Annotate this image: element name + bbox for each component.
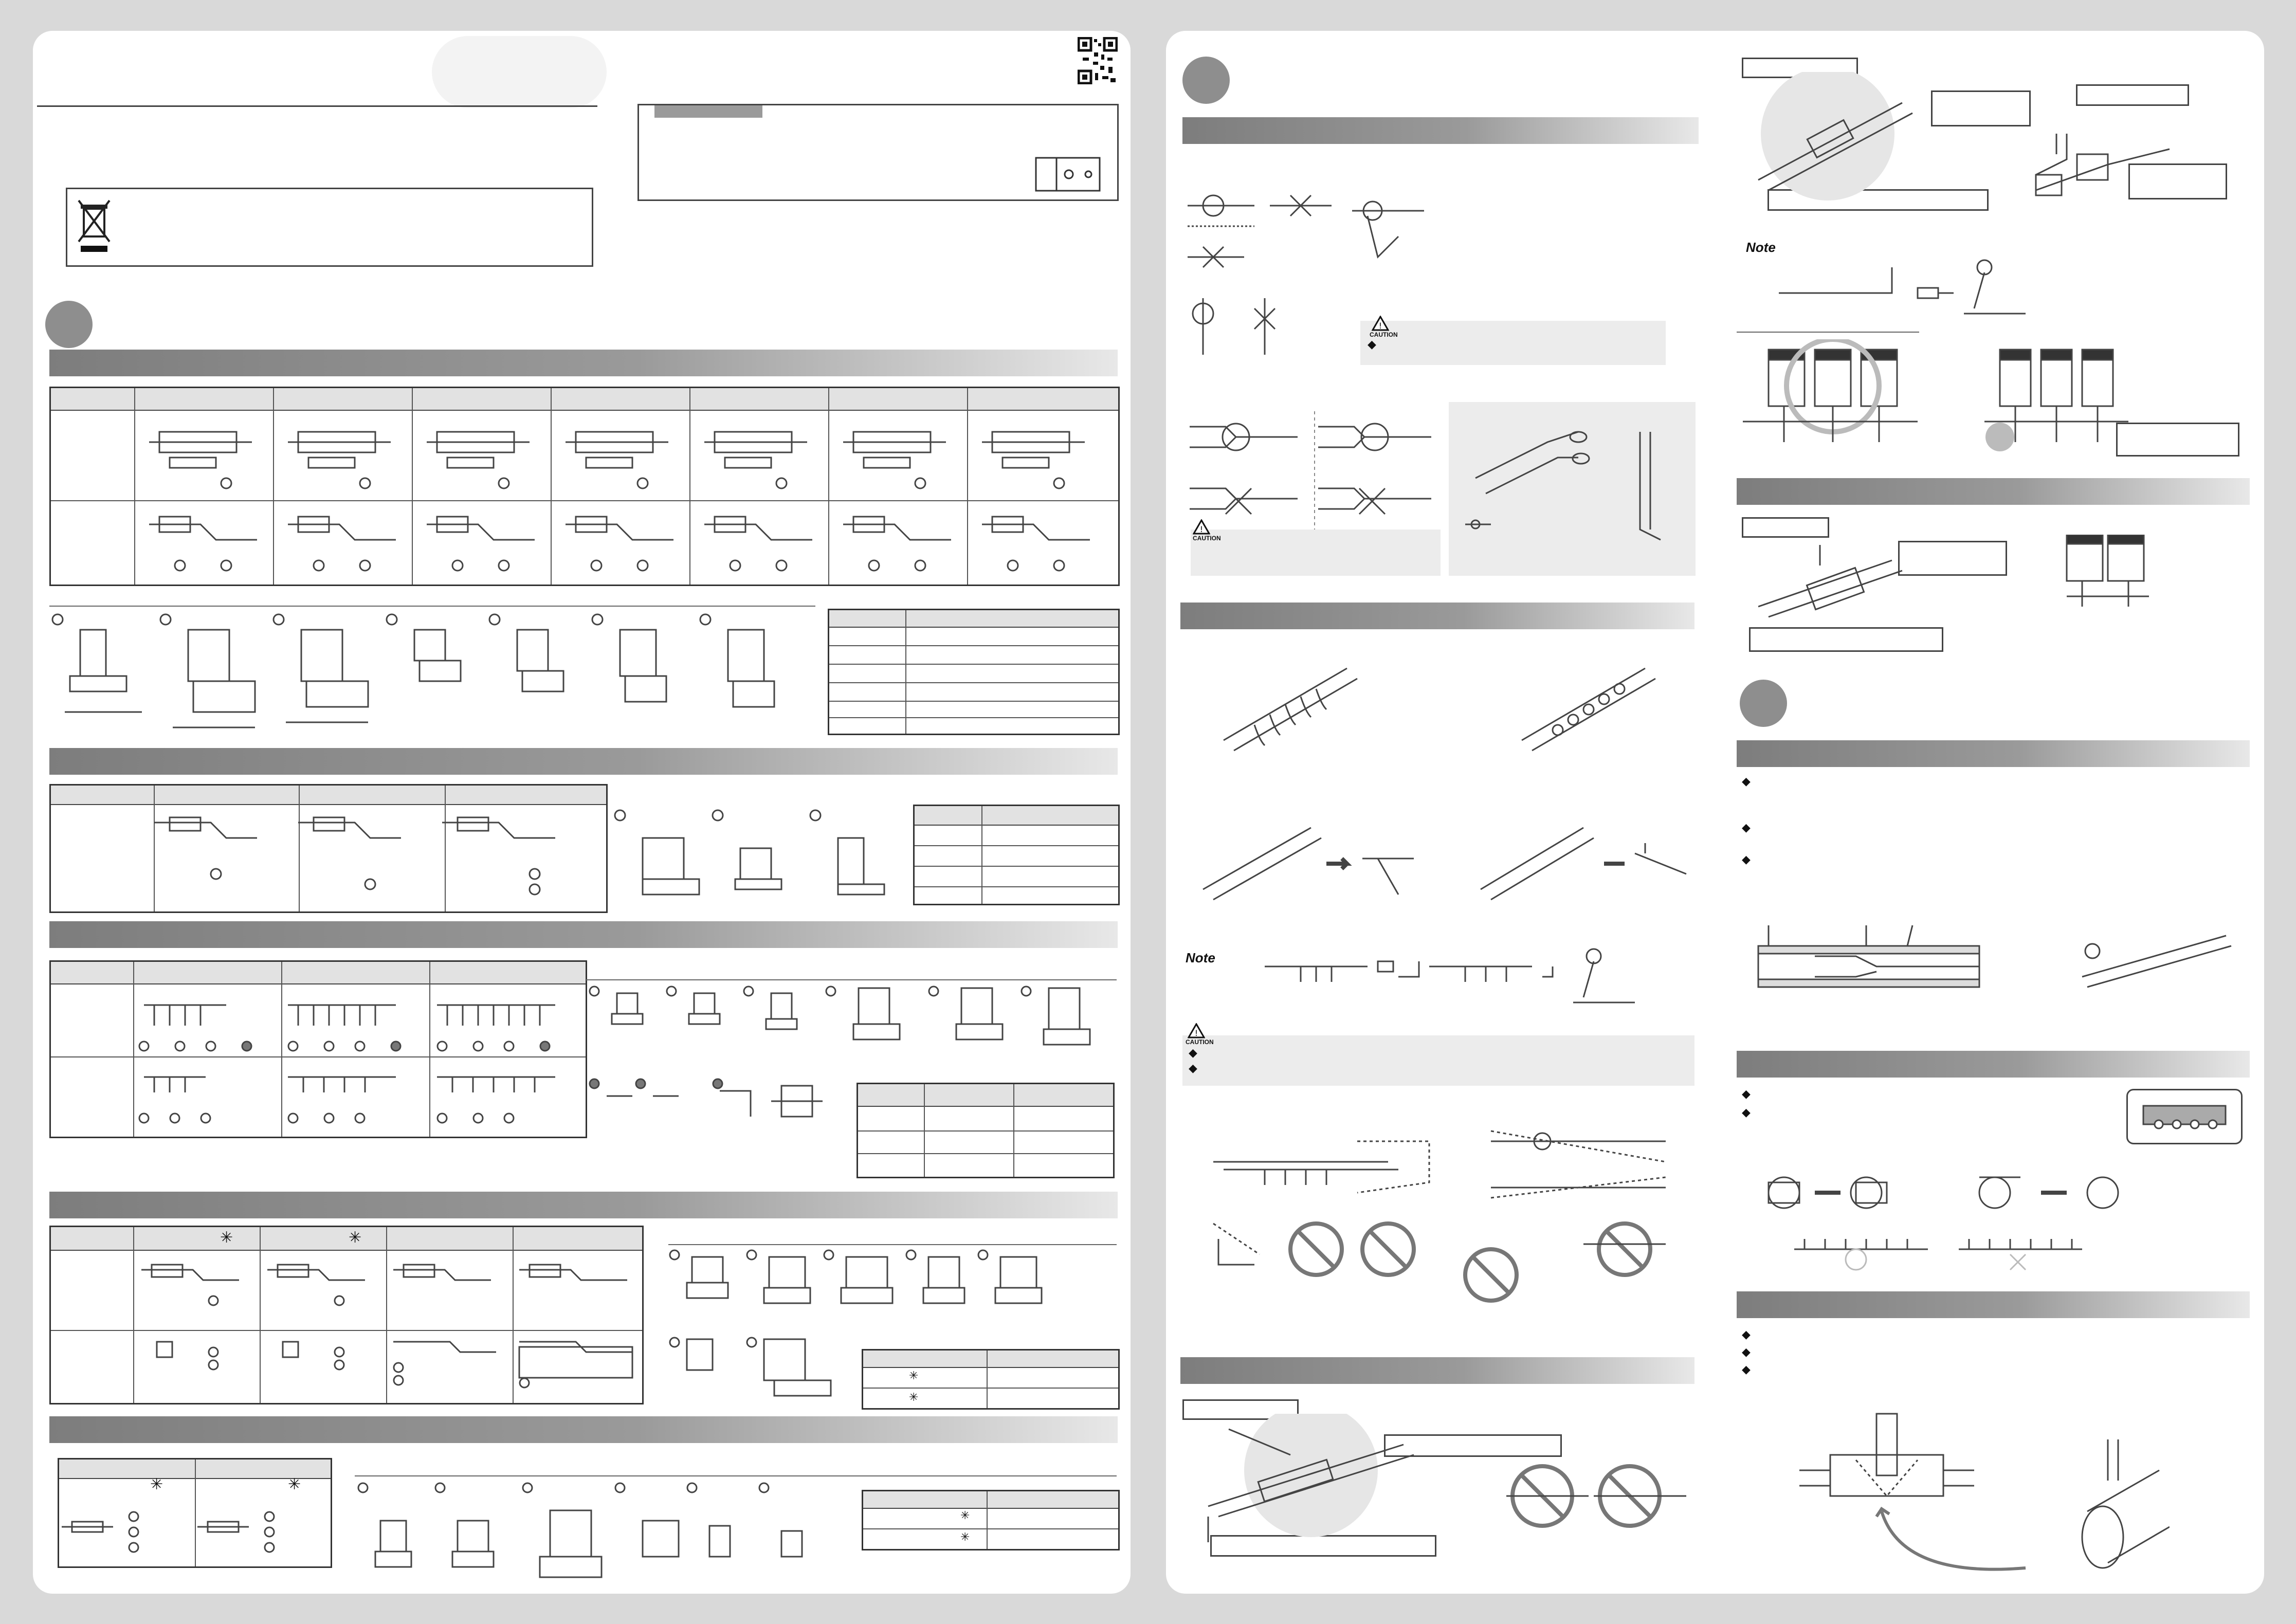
section-bar-5 (49, 1416, 1118, 1443)
tee-cutting-drawing (1799, 1403, 2170, 1578)
bullet-diamond: ◆ (1742, 822, 1751, 834)
star-mark: ✳ (220, 1229, 233, 1247)
star-mark: ✳ (909, 1370, 919, 1382)
note-label: Note (1746, 240, 1776, 255)
bullet-diamond: ◆ (1742, 1346, 1751, 1359)
table-header (863, 1351, 1118, 1368)
caution-box-3 (1182, 1035, 1694, 1086)
star-mark: ✳ (349, 1229, 362, 1247)
fitting-drawings-row-5 (62, 1501, 329, 1563)
section-bar-r2 (1180, 603, 1694, 629)
svg-text:!: ! (1194, 1028, 1198, 1038)
section-bar-r7 (1737, 1291, 2250, 1318)
bullet-diamond: ◆ (1742, 1088, 1751, 1101)
section-circle-right-1 (1182, 57, 1230, 104)
brazing-drawing (1753, 915, 2236, 1038)
star-mark: ✳ (960, 1509, 970, 1522)
info-box (637, 104, 1119, 201)
svg-text:!: ! (1378, 321, 1382, 331)
dashed-divider (1314, 411, 1315, 535)
pipe-fitting-drawing (1035, 157, 1101, 192)
model-table-1 (828, 609, 1120, 735)
model-table-5 (862, 1490, 1120, 1550)
header-reducer-rule (586, 979, 1117, 980)
branch-position-drawing (1198, 1414, 1691, 1547)
table-header (51, 786, 606, 805)
table-header (51, 1227, 642, 1251)
section-bar-r6 (1737, 1051, 2250, 1078)
caution-box-1 (1360, 321, 1666, 365)
star-mark: ✳ (288, 1475, 301, 1493)
section-bar-r4 (1737, 478, 2250, 505)
header-drawings (134, 984, 586, 1134)
caution-label: CAUTION (1370, 331, 1398, 338)
warning-triangle-icon (1193, 519, 1210, 535)
section-bar-4 (49, 1192, 1118, 1218)
bullet-diamond: ◆ (1189, 1062, 1197, 1075)
bullet-diamond: ◆ (1742, 1106, 1751, 1119)
warning-triangle-icon (1188, 1023, 1205, 1038)
table-header (915, 806, 1118, 826)
table-header (829, 610, 1118, 628)
bullet-diamond: ◆ (1189, 1047, 1197, 1060)
bullet-diamond: ◆ (1742, 775, 1751, 788)
weee-notice-box (66, 188, 593, 267)
y-branch-drawings (1185, 411, 1442, 524)
star-mark: ✳ (909, 1391, 919, 1404)
bullet-diamond: ◆ (1368, 338, 1376, 351)
cap-drawings (1753, 1152, 2236, 1275)
table-header (51, 388, 1118, 411)
header-thumbnail-box (2126, 1089, 2243, 1144)
reducer-row-rule (49, 606, 815, 607)
tee-branch-drawing (1748, 72, 2231, 242)
model-table-3 (857, 1083, 1115, 1178)
bullet-diamond: ◆ (1742, 1328, 1751, 1341)
table-header (51, 962, 586, 984)
caution-box-2 (1191, 530, 1441, 576)
fitting-drawings-row-2 (154, 807, 602, 910)
fitting-drawings-row-1 (139, 411, 1116, 581)
fitting-drawings-row-4 (136, 1254, 640, 1398)
note-drawings-2 (1769, 257, 2036, 319)
star-mark: ✳ (960, 1531, 970, 1544)
header-angle-drawings (1203, 1121, 1686, 1306)
caution-label: CAUTION (1186, 1038, 1214, 1046)
table-header (863, 1491, 1118, 1509)
section-bar-r5 (1737, 740, 2250, 767)
bullet-diamond: ◆ (1742, 1363, 1751, 1376)
section-bar-2 (49, 748, 1118, 775)
model-table-4 (862, 1349, 1120, 1410)
s4-reducer-rule (668, 1244, 1117, 1245)
reducer-drawings-5 (355, 1480, 833, 1582)
bullet-diamond: ◆ (1742, 853, 1751, 866)
section-bar-r3 (1180, 1357, 1694, 1384)
section-bar-3 (49, 921, 1118, 948)
outdoor-rule (1737, 332, 1919, 333)
note-drawings-1 (1265, 946, 1676, 1023)
info-box-tab (654, 105, 762, 118)
section-bar-1 (49, 350, 1118, 376)
reducer-drawings-2 (612, 807, 900, 910)
section-circle-right-2 (1740, 680, 1787, 727)
warning-triangle-icon (1372, 316, 1389, 331)
model-table-2 (913, 805, 1120, 905)
label-box-outdoor (2116, 423, 2239, 457)
outdoor-units-drawing-1 (1743, 339, 1928, 468)
note-label: Note (1186, 950, 1215, 965)
svg-text:!: ! (1199, 524, 1204, 534)
reducer-drawings-1 (49, 609, 821, 738)
star-mark: ✳ (150, 1475, 163, 1493)
s5-reducer-rule (355, 1475, 1117, 1476)
section-circle-left (45, 301, 93, 348)
crossed-bin-icon (78, 198, 111, 254)
header-installation-drawings (1193, 648, 1697, 936)
header-rule (37, 105, 597, 107)
table-header (858, 1084, 1113, 1107)
tee-installation-drawing (1758, 535, 2231, 637)
qr-code-icon (1078, 37, 1118, 84)
insulation-drawing (1455, 411, 1691, 565)
section-bar-r1 (1182, 117, 1699, 144)
header-watermark (432, 36, 607, 108)
caution-label: CAUTION (1193, 535, 1221, 542)
